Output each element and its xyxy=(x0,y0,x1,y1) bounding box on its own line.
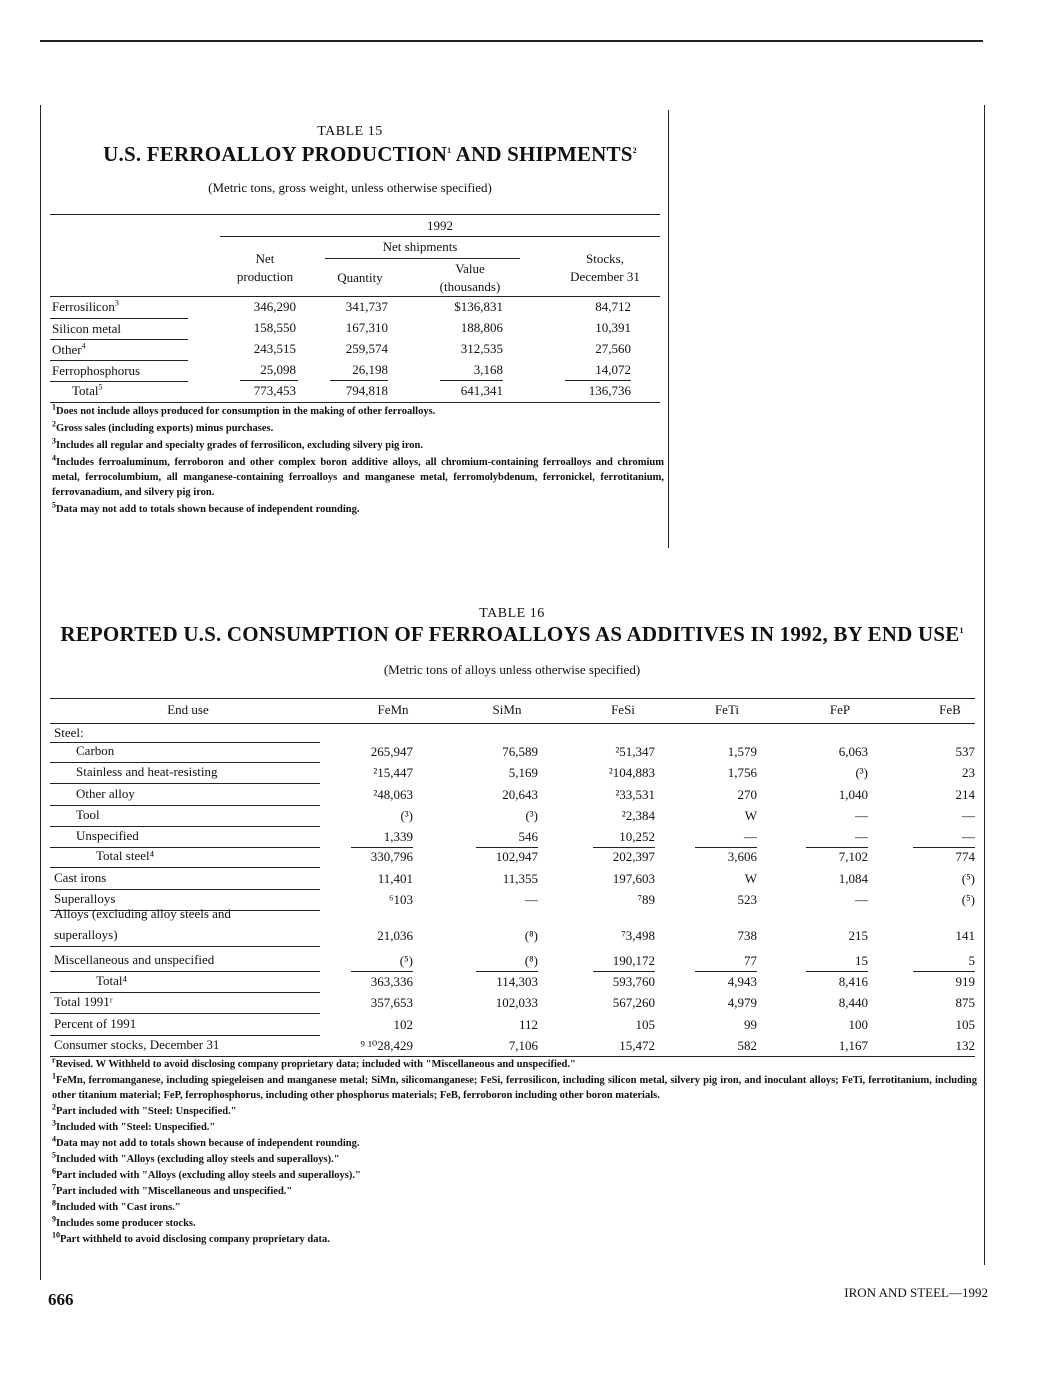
top-rule xyxy=(40,40,983,42)
footnote: $^r$Revised. W Withheld to avoid disclosing company proprietary data; included with "Miscellaneous and unspecified." xyxy=(52,1055,576,1070)
table16-cell: (³) xyxy=(525,808,538,823)
table16-cell: 919 xyxy=(955,974,975,989)
table15-col-net-shipments: Net shipments xyxy=(382,239,458,254)
table16-cell: 215 xyxy=(848,928,868,943)
left-margin-rule xyxy=(40,105,41,1280)
table16-cell: 1,579 xyxy=(727,744,757,759)
table16-cell: 23 xyxy=(962,765,975,780)
table16-row-label: superalloys) xyxy=(54,927,118,942)
table16-cell: — xyxy=(855,808,868,823)
footnote: $^3$Includes all regular and specialty grades of ferrosilicon, excluding silvery pig iron. xyxy=(52,436,424,451)
table16-cell: 7,102 xyxy=(838,849,868,864)
table16-cell: 10,252 xyxy=(619,829,655,844)
table16-cell: 1,040 xyxy=(838,787,868,802)
table16-cell: 270 xyxy=(737,787,757,802)
table16-header-top-rule xyxy=(50,698,975,699)
table16-header-bottom-rule xyxy=(50,723,975,724)
table15-col-stocks: Stocks, December 31 xyxy=(570,251,640,284)
table16-col-simn: SiMn xyxy=(492,702,522,717)
table16-cell: 21,036 xyxy=(377,928,413,943)
table16-cell: 5,169 xyxy=(508,765,538,780)
table16-cell: 214 xyxy=(955,787,975,802)
table16-cell: 567,260 xyxy=(612,995,655,1010)
table16-cell: 132 xyxy=(955,1038,975,1053)
table16-cell: 11,401 xyxy=(377,871,413,886)
table16-cell: 11,355 xyxy=(502,871,538,886)
footnote: $^5$Data may not add to totals shown because of independent rounding. xyxy=(52,500,360,515)
table16-cell: 1,084 xyxy=(838,871,868,886)
table16-col-feti: FeTi xyxy=(714,702,740,717)
table16-col-feb: FeB xyxy=(939,702,961,717)
footnote: $^6$Part included with "Alloys (excluding alloy steels and superalloys)." xyxy=(52,1166,361,1181)
table16-cell: 102,947 xyxy=(495,849,538,864)
footnote: $^3$Included with "Steel: Unspecified." xyxy=(52,1118,216,1133)
table16-cell: 4,979 xyxy=(727,995,757,1010)
table16-footnotes xyxy=(52,1057,977,1247)
table16-cell: 363,336 xyxy=(370,974,413,989)
table16-cell: 875 xyxy=(955,995,975,1010)
table15-shipments-rule xyxy=(325,258,520,259)
table16-cell: ²48,063 xyxy=(373,787,413,802)
table16-cell: 593,760 xyxy=(612,974,655,989)
table16-label: TABLE 16 xyxy=(479,606,545,621)
table16-cell: 3,606 xyxy=(727,849,757,864)
table16-cell: 8,440 xyxy=(838,995,868,1010)
table15-year: 1992 xyxy=(427,218,453,233)
footnote: $^1$FeMn, ferromanganese, including spiegeleisen and manganese metal; SiMn, silicomanganese; FeSi, ferrosilicon, including silicon metal, silvery pig iron, and inoculant alloys; FeTi, ferrotitanium, including other titanium material; FeP, ferrophosphorus, including other phosphorus materials; FeB, ferroboron including other boron materials. xyxy=(52,1071,977,1101)
footnote: $^2$Part included with "Steel: Unspecified." xyxy=(52,1102,237,1117)
table16-cell: ⁷89 xyxy=(637,892,655,907)
table16-row-label: Total steel⁴ xyxy=(96,848,155,863)
table16-cell: (⁸) xyxy=(524,928,538,943)
table16-cell: ²33,531 xyxy=(615,787,655,802)
table16-cell: 4,943 xyxy=(727,974,757,989)
table16-cell: 114,303 xyxy=(496,974,538,989)
table16-cell: 102,033 xyxy=(495,995,538,1010)
table16-cell: (³) xyxy=(855,765,868,780)
footnote: $^5$Included with "Alloys (excluding alloy steels and superalloys)." xyxy=(52,1150,340,1165)
table16-col-femn: FeMn xyxy=(377,702,409,717)
table16-cell: (⁵) xyxy=(961,871,975,886)
table16-cell: ²51,347 xyxy=(615,744,655,759)
table16-cell: 15 xyxy=(855,953,868,968)
table15-bottom-rule xyxy=(50,402,660,403)
table16-cell: 77 xyxy=(744,953,757,968)
table16-cell: ²2,384 xyxy=(621,808,655,823)
table16-cell: — xyxy=(744,829,757,844)
footnote: $^4$Data may not add to totals shown because of independent rounding. xyxy=(52,1134,360,1149)
table16-cell: 6,063 xyxy=(838,744,868,759)
table16-row-label: Superalloys xyxy=(54,891,116,906)
right-margin-rule xyxy=(984,105,985,1265)
table16-row-label: Total 1991ʳ xyxy=(54,994,113,1009)
table16-row-label: Other alloy xyxy=(76,786,135,801)
table16-row-label: Percent of 1991 xyxy=(54,1016,137,1031)
table16-row-label: Alloys (excluding alloy steels and xyxy=(54,906,231,921)
table16-cell: 105 xyxy=(635,1017,655,1032)
table16-cell: (⁵) xyxy=(399,953,413,968)
table16-cell: 197,603 xyxy=(612,871,655,886)
table16-col-fep: FeP xyxy=(829,702,851,717)
table16-cell: 7,106 xyxy=(508,1038,538,1053)
table15-footnotes xyxy=(52,404,664,517)
footnote: $^1$Does not include alloys produced for consumption in the making of other ferroalloys. xyxy=(52,402,436,417)
table16-cell: 102 xyxy=(393,1017,413,1032)
page-number: 666 xyxy=(48,1290,74,1309)
table15-label: TABLE 15 xyxy=(317,124,383,139)
table15-title: U.S. FERROALLOY PRODUCTION$^1$ AND SHIPMENTS$^2$ xyxy=(103,142,637,166)
table16-row-label: Cast irons xyxy=(54,870,107,885)
table16-cell: 141 xyxy=(955,928,975,943)
table15-year-rule xyxy=(220,236,660,237)
table16-cell: 76,589 xyxy=(502,744,538,759)
table16-cell: 330,796 xyxy=(370,849,413,864)
footnote: $^8$Included with "Cast irons." xyxy=(52,1198,181,1213)
table16-cell: 357,653 xyxy=(370,995,413,1010)
table16-cell: 112 xyxy=(518,1017,538,1032)
table15-right-rule xyxy=(668,110,669,548)
table15-col-value: Value (thousands) xyxy=(439,261,501,294)
table16-row-label: Carbon xyxy=(76,743,115,758)
table16-row-label: Unspecified xyxy=(76,828,139,843)
running-title: IRON AND STEEL—1992 xyxy=(844,1285,988,1300)
table16-row-label: Consumer stocks, December 31 xyxy=(54,1037,220,1052)
table16-cell: 1,339 xyxy=(383,829,413,844)
footnote: $^9$Includes some producer stocks. xyxy=(52,1214,196,1229)
footnote: $^{10}$Part withheld to avoid disclosing company proprietary data. xyxy=(52,1230,330,1245)
table16-cell: 5 xyxy=(968,953,975,968)
table16-row-label: Stainless and heat-resisting xyxy=(76,764,218,779)
table16-cell: W xyxy=(744,808,757,823)
table16-cell: 20,643 xyxy=(502,787,538,802)
table16-cell: 99 xyxy=(744,1017,757,1032)
table16-cell: — xyxy=(855,829,868,844)
table16-cell: 582 xyxy=(737,1038,757,1053)
table16-cell: 546 xyxy=(518,829,538,844)
table16-cell: 202,397 xyxy=(612,849,655,864)
table15-header-bottom-rule xyxy=(50,296,660,297)
table16-subtitle: (Metric tons of alloys unless otherwise specified) xyxy=(383,662,641,677)
table16-cell: ⁹ ¹⁰28,429 xyxy=(360,1038,413,1053)
table16-cell: 265,947 xyxy=(370,744,413,759)
table16-cell: 190,172 xyxy=(612,953,655,968)
table16-cell: 738 xyxy=(737,928,757,943)
table16-cell: 537 xyxy=(955,744,975,759)
table16-cell: ⁷3,498 xyxy=(621,928,655,943)
table16-cell: 8,416 xyxy=(838,974,868,989)
table16-cell: (⁸) xyxy=(524,953,538,968)
table16-cell: W xyxy=(744,871,757,886)
table16-cell: 523 xyxy=(737,892,757,907)
table16-cell: ²104,883 xyxy=(608,765,655,780)
footnote: $^4$Includes ferroaluminum, ferroboron and other complex boron additive alloys, all chromium-containing ferroalloys and chromium metal, ferrocolumbium, all manganese-containing ferroalloys and manganese metal, ferromolybdenum, ferronickel, ferrotitanium, ferrovanadium, and silvery pig iron. xyxy=(52,453,664,498)
table16-cell: 774 xyxy=(955,849,975,864)
table16-cell: — xyxy=(962,829,975,844)
table16-cell: ⁶103 xyxy=(388,892,413,907)
table16-cell: 15,472 xyxy=(619,1038,655,1053)
footnote: $^2$Gross sales (including exports) minus purchases. xyxy=(52,419,274,434)
table16-cell: 1,756 xyxy=(727,765,757,780)
table15-header-top-rule xyxy=(50,214,660,215)
table16-col-fesi: FeSi xyxy=(611,702,635,717)
table16-cell: — xyxy=(962,808,975,823)
footnote: $^7$Part included with "Miscellaneous and unspecified." xyxy=(52,1182,293,1197)
table16-cell: 105 xyxy=(955,1017,975,1032)
table16-cell: (⁵) xyxy=(961,892,975,907)
table16-cell: 1,167 xyxy=(838,1038,868,1053)
table15-subtitle: (Metric tons, gross weight, unless otherwise specified) xyxy=(208,180,492,195)
table16-cell: — xyxy=(855,892,868,907)
table16-cell: 100 xyxy=(848,1017,868,1032)
table15-col-net-production: Net production xyxy=(236,251,294,284)
table16-cell: — xyxy=(525,892,538,907)
table16-row-label: Miscellaneous and unspecified xyxy=(54,952,215,967)
table15-col-quantity: Quantity xyxy=(337,270,383,285)
steel-group-label: Steel: xyxy=(54,725,84,740)
table16-row-label: Total⁴ xyxy=(96,973,128,988)
table16-cell: (³) xyxy=(400,808,413,823)
table16-col-end-use: End use xyxy=(167,702,209,717)
table16-row-label: Tool xyxy=(76,807,100,822)
table16-title: REPORTED U.S. CONSUMPTION OF FERROALLOYS AS ADDITIVES IN 1992, BY END USE$^1$ xyxy=(60,622,964,646)
table16-cell: ²15,447 xyxy=(373,765,413,780)
